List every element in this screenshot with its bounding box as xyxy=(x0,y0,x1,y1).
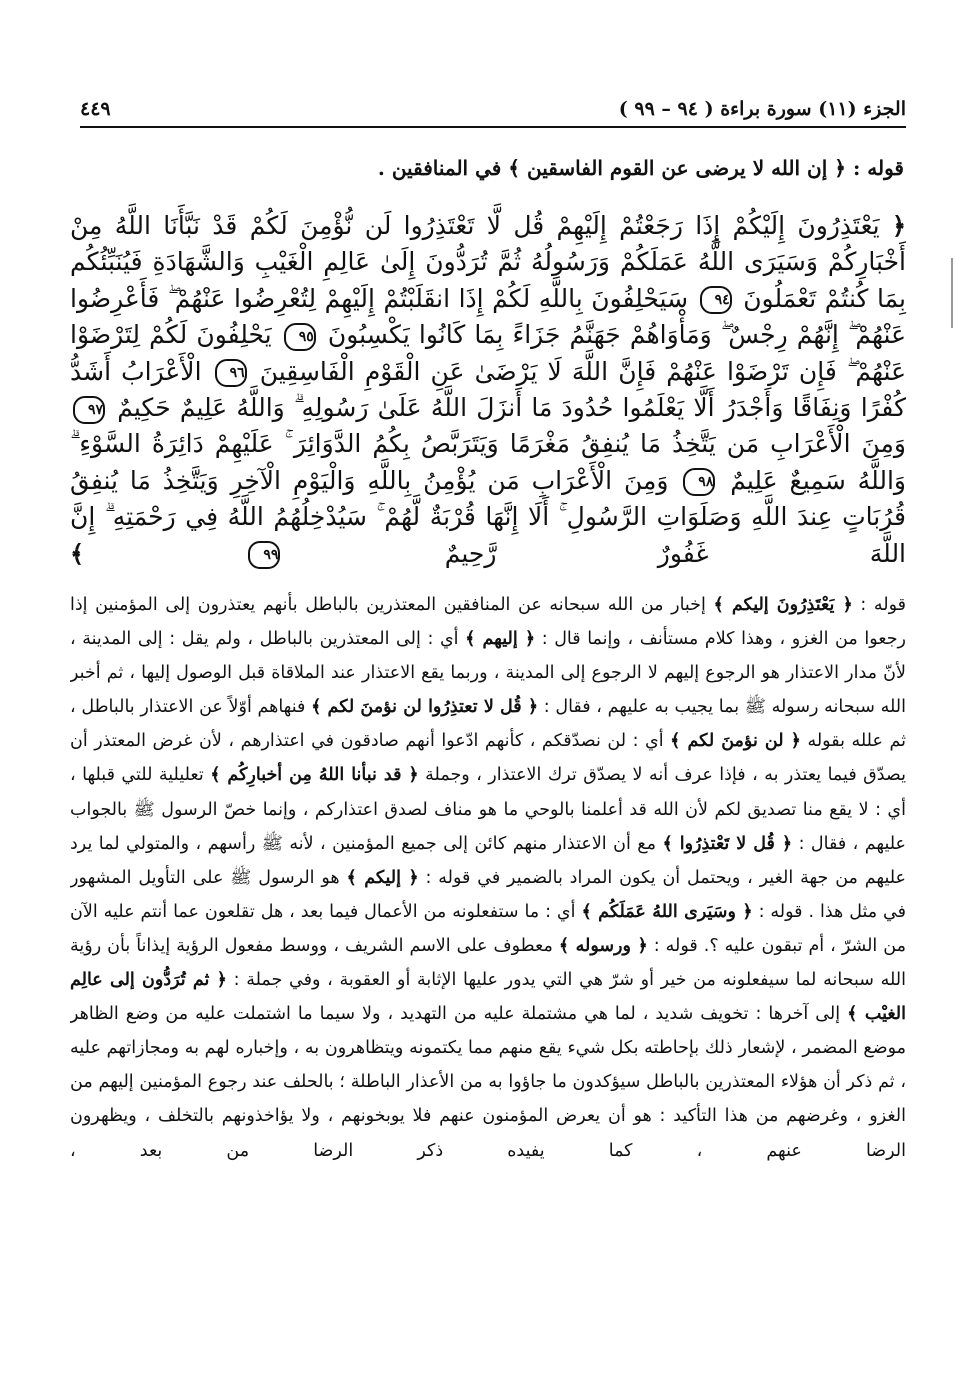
commentary-segment: تعليلية للتي قبلها ، أي : لا يقع منا تصديق لكم لأن الله قد أعلمنا بالوحي ما هو مناف لصدق اعتذاركم ، وإنما خصّ الرسول ﷺ بالجواب عليهم ، فقال : xyxy=(70,765,906,854)
commentary-segment: أي : لن نصدّقكم ، كأنهم ادّعوا أنهم صادقون في اعتذارهم ، لأن غرض المعتذر أن يصدّق فيما يعتذر به ، فإذا عرف أنه لا يصدّق ترك الاعتذار ، وجملة xyxy=(70,731,906,786)
commentary-segment: أي : إلى المعتذرين بالباطل ، ولم يقل : إلى المدينة ، لأنّ مدار الاعتذار هو الرجوع إليهم لا الرجوع إلى المدينة ، وربما يقع الاعتذار عند الملاقاة قبل الوصول إليها ، ثم أخبر الله سبحانه رسوله ﷺ بما يجيب به عليهم ، فقال : xyxy=(70,629,906,718)
quoted-verse: ﴿ ورسوله ﴾ xyxy=(558,935,648,956)
intro-prefix: قوله : xyxy=(852,156,904,180)
edge-mark xyxy=(951,258,956,328)
ayah-98: وَمِنَ الْأَعْرَابِ مَن يَتَّخِذُ مَا يُنفِقُ مَغْرَمًا وَيَتَرَبَّصُ بِكُمُ الدَّوَائِرَ ۚ عَلَيْهِمْ دَائِرَةُ السَّوْءِ ۗ وَاللَّهُ سَمِيعٌ عَلِيمٌ xyxy=(70,429,906,495)
close-bracket: ﴾ xyxy=(70,538,85,568)
quoted-verse: ﴿ وسَيَرى اللهُ عَمَلَكُم ﴾ xyxy=(581,901,753,922)
ayah-number-98: ٩٨ xyxy=(683,468,715,496)
intro-suffix: في المنافقين . xyxy=(377,156,502,180)
ayah-97: الْأَعْرَابُ أَشَدُّ كُفْرًا وَنِفَاقًا وَأَجْدَرُ أَلَّا يَعْلَمُوا حُدُودَ مَا أَنزَلَ اللَّهُ عَلَىٰ رَسُولِهِ ۗ وَاللَّهُ عَلِيمٌ حَكِيمٌ xyxy=(70,356,906,423)
page-header xyxy=(80,92,906,128)
commentary-segment: فنهاهم أوّلاً عن الاعتذار بالباطل ، ثم علله بقوله xyxy=(70,697,906,752)
quoted-verse: ﴿ قد نبأنا اللهُ مِن أخبارِكُم ﴾ xyxy=(210,765,419,786)
quoted-verse: ﴿ إليهم ﴾ xyxy=(465,629,536,650)
ayah-number-99: ٩٩ xyxy=(248,541,280,569)
intro-quote: ﴿ إن الله لا يرضى عن القوم الفاسقين ﴾ xyxy=(508,156,846,180)
quoted-verse: ﴿ قُل لا تَعْتذِرُوا ﴾ xyxy=(662,833,793,854)
commentary-segment: إخبار من الله سبحانه عن المنافقين المعتذرين بالباطل بأنهم يعتذرون إلى المؤمنين إذا رجعوا من الغزو ، وهذا كلام مستأنف ، وإنما قال : xyxy=(70,595,906,650)
ayah-number-94: ٩٤ xyxy=(700,286,732,314)
commentary-text xyxy=(70,588,906,1308)
ayah-99: وَمِنَ الْأَعْرَابِ مَن يُؤْمِنُ بِاللَّهِ وَالْيَوْمِ الْآخِرِ وَيَتَّخِذُ مَا يُنفِقُ قُرُبَاتٍ عِندَ اللَّهِ وَصَلَوَاتِ الرَّسُولِ ۚ أَلَا إِنَّهَا قُرْبَةٌ لَّهُمْ ۚ سَيُدْخِلُهُمُ اللَّهُ فِي رَحْمَتِهِ ۗ إِنَّ اللَّهَ غَفُورٌ رَّحِيمٌ xyxy=(70,465,907,568)
ayah-94: يَعْتَذِرُونَ إِلَيْكُمْ إِذَا رَجَعْتُمْ إِلَيْهِمْ قُل لَّا تَعْتَذِرُوا لَن نُّؤْمِنَ لَكُمْ قَدْ نَبَّأَنَا اللَّهُ مِنْ أَخْبَارِكُمْ وَسَيَرَى اللَّهُ عَمَلَكُمْ وَرَسُولُهُ ثُمَّ تُرَدُّونَ إِلَىٰ عَالِمِ الْغَيْبِ وَالشَّهَادَةِ فَيُنَبِّئُكُم بِمَا كُنتُمْ تَعْمَلُونَ xyxy=(70,211,906,313)
ayah-95: سَيَحْلِفُونَ بِاللَّهِ لَكُمْ إِذَا انقَلَبْتُمْ إِلَيْهِمْ لِتُعْرِضُوا عَنْهُمْ ۖ فَأَعْرِضُوا عَنْهُمْ ۖ إِنَّهُمْ رِجْسٌ ۖ وَمَأْوَاهُمْ جَهَنَّمُ جَزَاءً بِمَا كَانُوا يَكْسِبُونَ xyxy=(70,283,907,350)
ayah-number-96: ٩٦ xyxy=(215,359,247,387)
commentary-segment: هو الرسول ﷺ على التأويل المشهور في مثل هذا . قوله : xyxy=(70,867,906,922)
commentary-segment: إلى آخرها : تخويف شديد ، لما هي مشتملة عليه من التهديد ، ولا سيما ما اشتملت عليه من وضع الظاهر موضع المضمر ، لإشعار ذلك بإحاطته بكل شيء يقع منهم مما يكتمونه ويتظاهرون به ، وإخباره لهم به ومجازاتهم عليه ، ثم ذكر أن هؤلاء المعتذرين بالباطل سيؤكدون ما جاؤوا به من الأعذار الباطلة ؛ بالحلف عند رجوع المؤمنين إليهم من الغزو ، وغرضهم من هذا التأكيد : هو أن يعرض المؤمنون عنهم فلا يوبخونهم ، ولا يؤاخذونهم بالتخلف ، ويظهرون الرضا عنهم ، كما يفيده ذكر الرضا من بعد ، xyxy=(70,1004,906,1161)
ayah-number-97: ٩٧ xyxy=(73,396,105,424)
commentary-segment: مع أن الاعتذار منهم كائن إلى جميع المؤمنين ، لأنه ﷺ رأسهم ، والمتولي لما يرد عليهم من جهة الغير ، ويحتمل أن يكون المراد بالضمير في قوله : xyxy=(70,833,906,888)
ayah-number-95: ٩٥ xyxy=(284,323,316,351)
page-number: ٤٤٩ xyxy=(80,98,111,120)
commentary-segment: أي : ما ستفعلونه من الأعمال فيما بعد ، هل تقلعون عما أنتم عليه الآن من الشرّ ، أم تبقون عليه ؟. قوله : xyxy=(70,901,906,956)
quoted-verse: ﴿ قُل لا تعتذِرُوا لن نؤمنَ لكم ﴾ xyxy=(311,697,539,718)
commentary-segment: قوله : xyxy=(860,595,906,615)
intro-line xyxy=(330,156,904,180)
quoted-verse: ﴿ لن نؤمنَ لكم ﴾ xyxy=(670,731,801,752)
quran-passage xyxy=(70,208,906,570)
running-head: الجزء (١١) سورة براءة ( ٩٤ – ٩٩ ) xyxy=(618,98,906,120)
open-bracket: ﴿ xyxy=(891,211,906,240)
quoted-verse: ﴿ يَعْتَذِرُونَ إليكم ﴾ xyxy=(713,595,853,615)
ayah-96: يَحْلِفُونَ لَكُمْ لِتَرْضَوْا عَنْهُمْ ۖ فَإِن تَرْضَوْا عَنْهُمْ فَإِنَّ اللَّهَ لَا يَرْضَىٰ عَنِ الْقَوْمِ الْفَاسِقِينَ xyxy=(70,320,906,386)
quoted-verse: ﴿ ثم تُرَدُّون إلى عالِم الغيْب ﴾ xyxy=(70,970,906,1025)
commentary-segment: معطوف على الاسم الشريف ، ووسط مفعول الرؤية إيذاناً بأن رؤية الله سبحانه لما سيفعلونه من خير أو شرّ هي التي يدور عليها الإثابة أو العقوبة ، وفي جملة : xyxy=(70,935,906,991)
quoted-verse: ﴿ إليكم ﴾ xyxy=(346,867,419,888)
